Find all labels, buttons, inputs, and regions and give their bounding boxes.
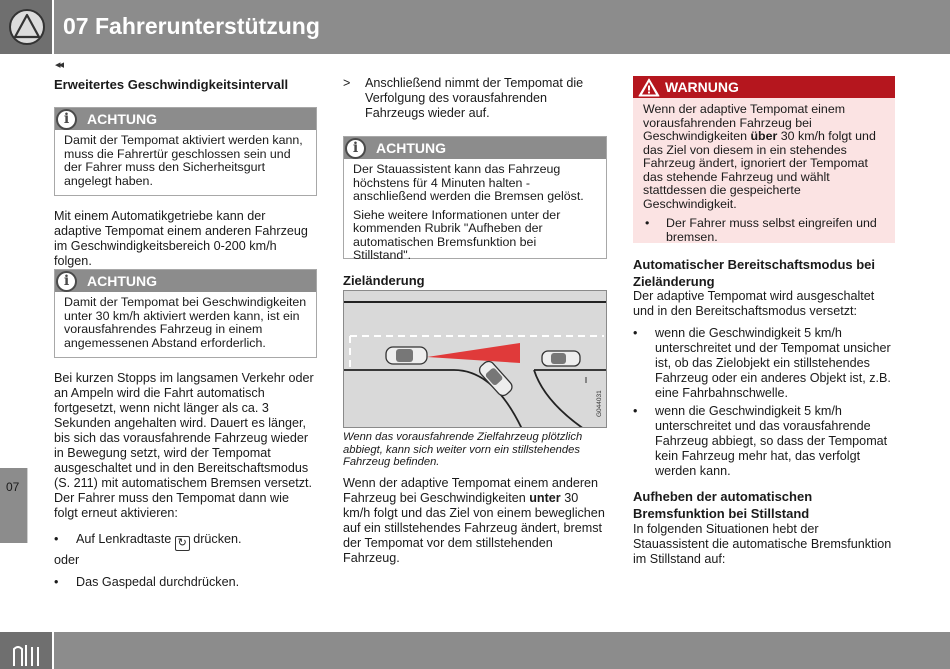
notice-box <box>54 269 317 358</box>
bullet-dot: • <box>633 404 638 418</box>
page-header <box>0 0 950 54</box>
notice-text-2: Siehe weitere Informationen unter der kommenden Rubrik "Aufheben der automatischen Bremsfunktion bei Stillstand". <box>353 207 561 262</box>
notice-text: Damit der Tempomat aktiviert werden kann, muss die Fahrertür geschlossen sein und der Fahrer muss den Sicherheitsgurt angelegt haben. <box>64 133 303 188</box>
chapter-tab[interactable] <box>0 468 28 543</box>
warning-label: WARNUNG <box>665 79 739 95</box>
page-footer <box>0 632 950 669</box>
notice-text: Damit der Tempomat bei Geschwindigkeiten unter 30 km/h aktiviert werden kann, ist ein vorausfahrendes Fahrzeug in einem angemessenen Abstand erforderlich. <box>64 295 307 350</box>
list-item-text: wenn die Geschwindigkeit 5 km/h unterschreitet und das vorausfahrende Fahrzeug abbiegt, so dass der Tempomat kein Fahrzeug mehr hat, das verfolgt werden kann. <box>655 404 888 478</box>
section-heading: Automatischer Bereitschaftsmodus bei Zieländerung <box>633 257 876 289</box>
paragraph: Wenn der adaptive Tempomat einem anderen Fahrzeug bei Geschwindigkeiten unter 30 km/h folgt und das Ziel von einem beweglichen auf ein stillstehendes Fahrzeug ändert, bremst der Tempomat vor dem stillstehenden Fahrzeug. <box>343 476 605 565</box>
figure-caption: Wenn das vorausfahrende Zielfahrzeug plötzlich abbiegt, kann sich weiter vorn ein stillstehendes Fahrzeug befinden. <box>343 431 583 468</box>
diagram-code: G044031 <box>596 390 603 417</box>
list-item-text: Das Gaspedal durchdrücken. <box>76 575 240 589</box>
warning-box <box>633 76 895 243</box>
notice-label: ACHTUNG <box>87 273 157 289</box>
or-text: oder <box>54 553 80 567</box>
list-item <box>54 575 316 591</box>
list-item <box>633 326 895 401</box>
list-item <box>633 404 895 479</box>
chapter-tab-label: 07 <box>6 480 20 494</box>
notice-text-1: Der Stauassistent kann das Fahrzeug höchstens für 4 Minuten halten - anschließend werden die Bremsen gelöst. <box>353 162 584 203</box>
bullet-dot: • <box>54 532 59 546</box>
section-heading: Aufheben der automatischen Bremsfunktion bei Stillstand <box>633 489 813 521</box>
notice-header <box>55 270 316 292</box>
warning-triangle-circle-icon <box>8 8 46 46</box>
info-icon: i <box>56 109 77 130</box>
warning-bullet-text: Der Fahrer muss selbst eingreifen und bremsen. <box>666 216 877 244</box>
step-item <box>343 76 605 122</box>
back-link[interactable]: ◂◂ <box>55 59 63 71</box>
info-icon: i <box>56 271 77 292</box>
info-icon: i <box>345 138 366 159</box>
road-illustration <box>344 291 607 428</box>
step-text: Anschließend nimmt der Tempomat die Verfolgung des vorausfahrenden Fahrzeugs wieder auf. <box>365 76 584 120</box>
notice-text <box>344 159 606 269</box>
notice-label: ACHTUNG <box>376 140 446 156</box>
bullet-dot: • <box>633 326 638 340</box>
list-item-text: Auf Lenkradtaste ↻ drücken. <box>76 532 242 549</box>
section-heading: Zieländerung <box>343 273 425 288</box>
logo-icon <box>12 643 42 667</box>
notice-label: ACHTUNG <box>87 111 157 127</box>
notice-box <box>54 107 317 196</box>
stationary-car-icon <box>542 351 580 366</box>
target-change-diagram <box>343 290 607 428</box>
step-marker: > <box>343 76 351 90</box>
warning-text: Wenn der adaptive Tempomat einem vorausfahrenden Fahrzeug bei Geschwindigkeiten über 30 km/h folgt und das Ziel von diesem in ein stehendes Fahrzeug ändert, ignoriert der Tempomat das stehende Fahrzeug und wählt stattdessen die gespeicherte Geschwindigkeit. • Der Fahrer muss selbst eingreifen und bremsen. <box>633 98 895 252</box>
section-heading: Erweitertes Geschwindigkeitsintervall <box>54 77 289 92</box>
resume-key-icon: ↻ <box>175 536 190 551</box>
warning-header <box>633 76 895 98</box>
warning-triangle-icon <box>638 78 660 97</box>
paragraph: Bei kurzen Stopps im langsamen Verkehr oder an Ampeln wird die Fahrt automatisch fortgesetzt, wenn nicht länger als ca. 3 Sekunden angehalten wird. Dauert es länger, bis sich das vorausfahrende Fahrzeug wieder in Bewegung setzt, wird der Tempomat ausgeschaltet und in den Bereitschaftsmodus (S. 211) mit automatischem Bremsen versetzt. Der Fahrer muss den Tempomat dann wie folgt erneut aktivieren: <box>54 371 314 520</box>
own-car-icon <box>386 347 427 364</box>
bullet-dot: • <box>54 575 59 589</box>
bullet-dot: • <box>645 216 650 230</box>
notice-box <box>343 136 607 262</box>
footer-logo-box <box>0 632 54 669</box>
notice-header <box>344 137 606 159</box>
page-title: 07 Fahrerunterstützung <box>63 13 320 39</box>
paragraph: Der adaptive Tempomat wird ausgeschaltet und in den Bereitschaftsmodus versetzt: <box>633 289 875 318</box>
warning-bullet <box>643 217 885 247</box>
paragraph: In folgenden Situationen hebt der Stauassistent die automatische Bremsfunktion im Stillstand auf: <box>633 522 892 566</box>
list-item <box>54 532 316 550</box>
header-icon-box <box>0 0 54 54</box>
notice-header <box>55 108 316 130</box>
list-item-text: wenn die Geschwindigkeit 5 km/h unterschreitet und der Tempomat unsicher ist, ob das Zielobjekt ein stillstehendes Fahrzeug oder ein anderes Objekt ist, z.B. eine Fahrbahnschwelle. <box>655 326 891 400</box>
paragraph: Mit einem Automatikgetriebe kann der adaptive Tempomat einem anderen Fahrzeug im Geschwindigkeitsbereich 0-200 km/h folgen. <box>54 209 308 268</box>
